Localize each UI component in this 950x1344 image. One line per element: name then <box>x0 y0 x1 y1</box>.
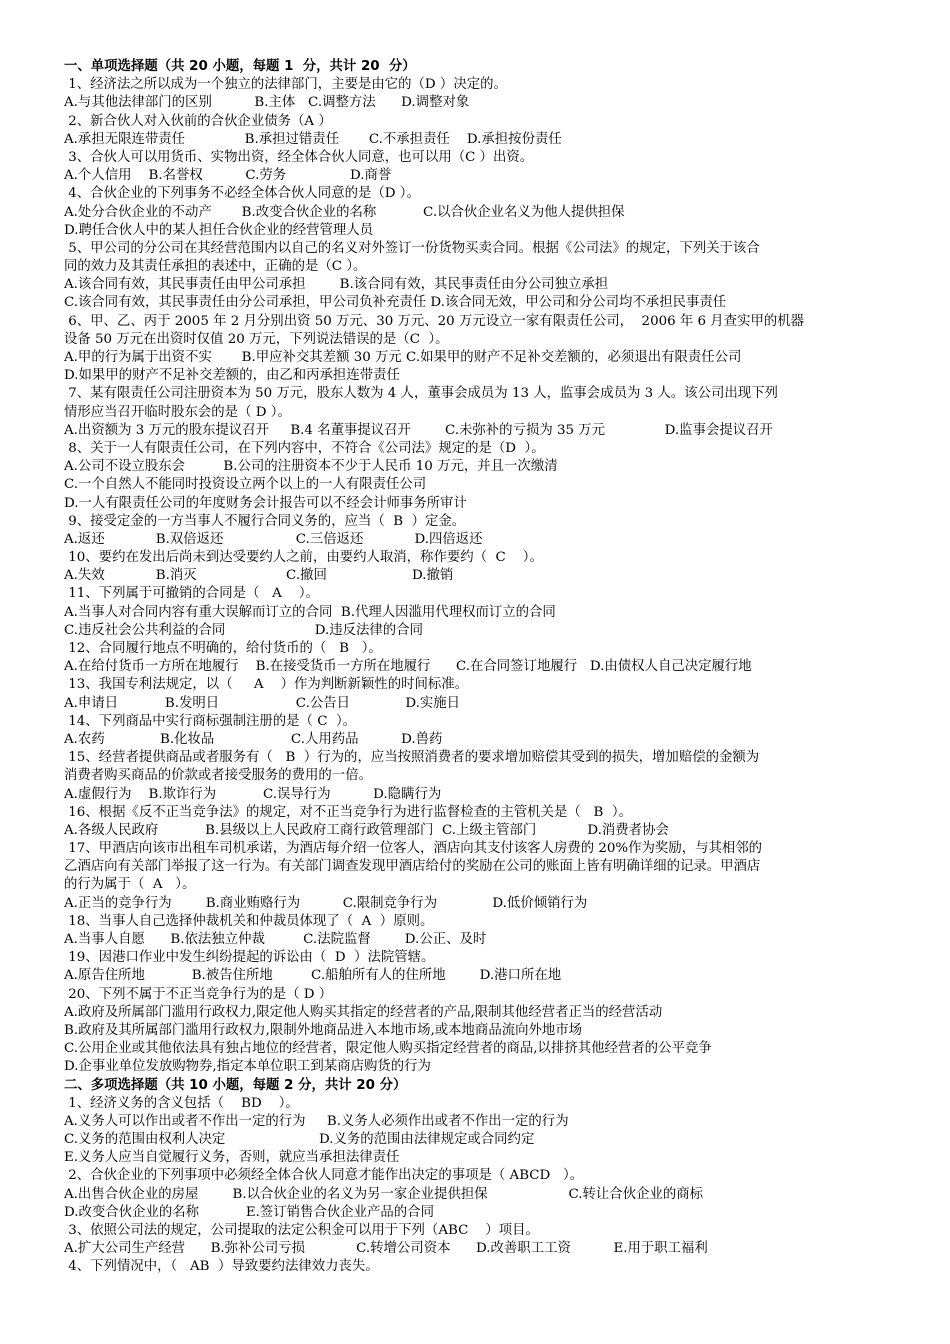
text-line: 4、下列情况中，（ AB ）导致要约法律效力丧失。 <box>64 1259 379 1275</box>
text-line: A.各级人民政府 B.县级以上人民政府工商行政管理部门 C.上级主管部门 D.消费者协会 <box>64 822 669 838</box>
text-line: 18、当事人自己选择仲裁机关和仲裁员体现了（ A ）原则。 <box>64 913 434 929</box>
text-line: 11、下列属于可撤销的合同是（ A ）。 <box>64 586 319 602</box>
text-line: D.一人有限责任公司的年度财务会计报告可以不经会计师事务所审计 <box>64 495 467 511</box>
text-line: A.公司不设立股东会 B.公司的注册资本不少于人民币 10 万元，并且一次缴清 <box>64 459 558 475</box>
text-line: 6、甲、乙、丙于 2005 年 2 月分别出资 50 万元、30 万元、20 万元设立一家有限责任公司， 2006 年 6 月查实甲的机器 <box>64 313 805 329</box>
text-line: D.改变合伙企业的名称 E.签订销售合伙企业产品的合同 <box>64 1204 434 1220</box>
section-heading: 一、单项选择题（共 20 小题，每题 1 分，共计 20 分） <box>64 59 416 74</box>
text-line: 7、某有限责任公司注册资本为 50 万元，股东人数为 4 人，董事会成员为 13 人，监事会成员为 3 人。该公司出现下列 <box>64 386 778 402</box>
text-line: A.义务人可以作出或者不作出一定的行为 B.义务人必须作出或者不作出一定的行为 <box>64 1113 569 1129</box>
text-line: A.甲的行为属于出资不实 B.甲应补交其差额 30 万元 C.如果甲的财产不足补交差额的，必须退出有限责任公司 <box>64 350 742 365</box>
text-line: A.失效 B.消灭 C.撤回 D.撤销 <box>64 568 454 584</box>
text-line: C.违反社会公共利益的合同 D.违反法律的合同 <box>64 622 423 638</box>
text-line: 情形应当召开临时股东会的是（ D ）。 <box>64 404 291 420</box>
text-line: 3、依照公司法的规定，公司提取的法定公积金可以用于下列（ABC ）项目。 <box>64 1223 539 1238</box>
text-line: 3、合伙人可以用货币、实物出资，经全体合伙人同意，也可以用（C ）出资。 <box>64 149 534 165</box>
text-line: A.当事人自愿 B.依法独立仲裁 C.法院监督 D.公正、及时 <box>64 932 487 947</box>
text-line: A.虚假行为 B.欺诈行为 C.误导行为 D.隐瞒行为 <box>64 786 442 802</box>
text-line: 9、接受定金的一方当事人不履行合同义务的，应当（ B ）定金。 <box>64 513 466 529</box>
text-line: 同的效力及其责任承担的表述中，正确的是（C ）。 <box>64 259 367 275</box>
text-line: 12、合同履行地点不明确的，给付货币的（ B ）。 <box>64 641 382 656</box>
text-line: A.承担无限连带责任 B.承担过错责任 C.不承担责任 D.承担按份责任 <box>64 131 562 147</box>
text-line: 2、新合伙人对入伙前的合伙企业债务（A ） <box>64 113 332 129</box>
text-line: D.如果甲的财产不足补交差额的，由乙和丙承担连带责任 <box>64 368 400 384</box>
text-line: D.企事业单位发放购物券,指定本单位职工到某商店购货的行为 <box>64 1059 431 1075</box>
text-line: D.聘任合伙人中的某人担任合伙企业的经营管理人员 <box>64 222 374 238</box>
text-line: 16、根据《反不正当竞争法》的规定，对不正当竞争行为进行监督检查的主管机关是（ B ）。 <box>64 804 632 820</box>
text-line: C.一个自然人不能同时投资设立两个以上的一人有限责任公司 <box>64 477 427 493</box>
text-line: 13、我国专利法规定，以（ A ）作为判断新颖性的时间标准。 <box>64 677 469 693</box>
section-heading: 二、多项选择题（共 10 小题，每题 2 分，共计 20 分） <box>64 1077 407 1093</box>
text-line: 17、甲酒店向该市出租车司机承诺，为酒店每介绍一位客人，酒店向其支付该客人房费的 20%作为奖励，与其相邻的 <box>64 841 763 857</box>
text-line: 10、要约在发出后尚未到达受要约人之前，由要约人取消，称作要约（ C ）。 <box>64 550 543 566</box>
text-line: 2、合伙企业的下列事项中必须经全体合伙人同意才能作出决定的事项是（ ABCD ）。 <box>64 1168 584 1184</box>
text-line: 5、甲公司的分公司在其经营范围内以自己的名义对外签订一份货物买卖合同。根据《公司法》的规定，下列关于该合 <box>64 240 760 256</box>
text-line: A.扩大公司生产经营 B.弥补公司亏损 C.转增公司资本 D.改善职工工资 E.用于职工福利 <box>64 1241 708 1257</box>
text-line: A.个人信用 B.名誉权 C.劳务 D.商誉 <box>64 168 392 184</box>
text-line: C.公用企业或其他依法具有独占地位的经营者，限定他人购买指定经营者的商品,以排挤其他经营者的公平竞争 <box>64 1041 712 1057</box>
text-line: 14、下列商品中实行商标强制注册的是（ C ）。 <box>64 713 357 729</box>
text-line: C.义务的范围由权利人决定 D.义务的范围由法律规定或合同约定 <box>64 1132 535 1148</box>
text-line: A.当事人对合同内容有重大误解而订立的合同 B.代理人因滥用代理权而订立的合同 <box>64 604 556 620</box>
text-line: A.出资额为 3 万元的股东提议召开 B.4 名董事提议召开 C.未弥补的亏损为 35 万元 D.监事会提议召开 <box>64 422 773 438</box>
text-line: A.与其他法律部门的区别 B.主体 C.调整方法 D.调整对象 <box>64 95 470 111</box>
text-line: E.义务人应当自觉履行义务，否则，就应当承担法律责任 <box>64 1150 400 1166</box>
text-line: 19、因港口作业中发生纠纷提起的诉讼由（ D ）法院管辖。 <box>64 950 435 966</box>
text-line: 1、经济法之所以成为一个独立的法律部门，主要是由它的（D ）决定的。 <box>64 77 507 93</box>
text-line: C.该合同有效，其民事责任由分公司承担，甲公司负补充责任 D.该合同无效，甲公司和分公司均不承担民事责任 <box>64 295 727 311</box>
text-line: 8、关于一人有限责任公司，在下列内容中，不符合《公司法》规定的是（D ）。 <box>64 440 545 456</box>
text-line: 消费者购买商品的价款或者接受服务的费用的一倍。 <box>64 768 372 784</box>
text-line: 的行为属于（ A ）。 <box>64 877 196 893</box>
text-line: 20、下列不属于不正当竞争行为的是（ D ） <box>64 986 333 1002</box>
text-line: A.返还 B.双倍返还 C.三倍返还 D.四倍返还 <box>64 531 483 547</box>
text-line: A.政府及所属部门滥用行政权力,限定他人购买其指定的经营者的产品,限制其他经营者正当的经营活动 <box>64 1004 663 1020</box>
text-line: A.正当的竞争行为 B.商业贿赂行为 C.限制竞争行为 D.低价倾销行为 <box>64 895 588 911</box>
text-line: A.该合同有效，其民事责任由甲公司承担 B.该合同有效，其民事责任由分公司独立承担 <box>64 277 609 293</box>
text-line: 1、经济义务的含义包括（ BD ）。 <box>64 1095 299 1111</box>
text-line: 4、合伙企业的下列事务不必经全体合伙人同意的是（D ）。 <box>64 186 420 202</box>
text-line: B.政府及其所属部门滥用行政权力,限制外地商品进入本地市场,或本地商品流向外地市场 <box>64 1022 583 1038</box>
text-line: 乙酒店向有关部门举报了这一行为。有关部门调查发现甲酒店给付的奖励在公司的账面上皆有明确详细的记录。甲酒店 <box>64 859 761 875</box>
exam-document <box>64 58 896 1277</box>
text-line: 15、经营者提供商品或者服务有（ B ）行为的，应当按照消费者的要求增加赔偿其受到的损失，增加赔偿的金额为 <box>64 750 760 766</box>
text-line: A.原告住所地 B.被告住所地 C.船舶所有人的住所地 D.港口所在地 <box>64 968 562 984</box>
text-line: A.处分合伙企业的不动产 B.改变合伙企业的名称 C.以合伙企业名义为他人提供担保 <box>64 204 625 220</box>
text-line: A.出售合伙企业的房屋 B.以合伙企业的名义为另一家企业提供担保 C.转让合伙企业的商标 <box>64 1186 704 1202</box>
text-line: A.申请日 B.发明日 C.公告日 D.实施日 <box>64 695 461 711</box>
text-line: 设备 50 万元在出资时仅值 20 万元，下列说法错误的是（C ）。 <box>64 331 449 347</box>
text-line: A.农药 B.化妆品 C.人用药品 D.兽药 <box>64 731 443 747</box>
text-line: A.在给付货币一方所在地履行 B.在接受货币一方所在地履行 C.在合同签订地履行 D.由债权人自己决定履行地 <box>64 659 752 675</box>
